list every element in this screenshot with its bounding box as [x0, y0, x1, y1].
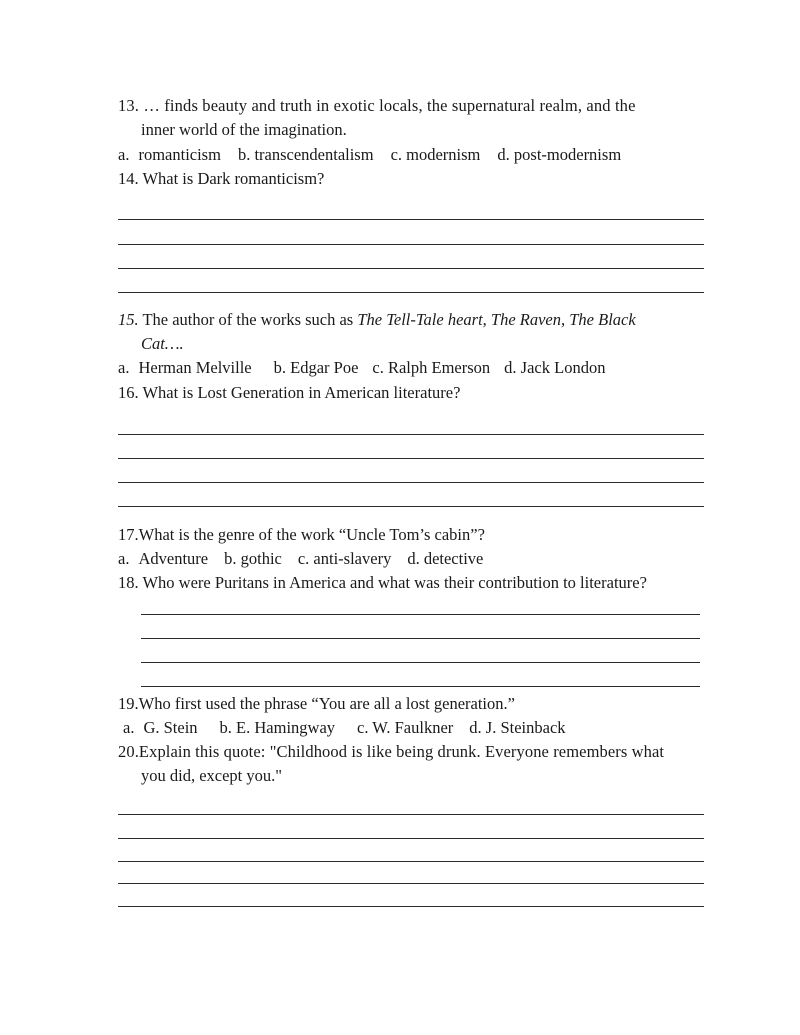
q15-option-b: b. Edgar Poe: [273, 358, 359, 377]
q14-answer-line-4[interactable]: [118, 292, 704, 293]
q19-option-a-letter: a.: [123, 718, 135, 737]
q19-options: [123, 718, 566, 738]
q20-text-line-2: you did, except you.": [141, 766, 282, 785]
q17-option-b: b. gothic: [224, 549, 282, 568]
q17-option-c: c. anti-slavery: [297, 549, 392, 568]
q17-option-a: Adventure: [138, 549, 209, 568]
q18-answer-line-2[interactable]: [141, 638, 700, 639]
q17-option-a-letter: a.: [118, 549, 130, 568]
q17-text: 17.What is the genre of the work “Uncle Tom’s cabin”?: [118, 525, 485, 544]
q18-answer-line-1[interactable]: [141, 614, 700, 615]
q19-option-c: c. W. Faulkner: [357, 718, 454, 737]
q14-text: 14. What is Dark romanticism?: [118, 169, 325, 188]
q15-work-titles: The Tell-Tale heart, The Raven, The Black: [357, 310, 636, 329]
q15-option-c: c. Ralph Emerson: [372, 358, 491, 377]
q20-answer-line-2[interactable]: [118, 838, 704, 839]
q13-option-a: romanticism: [138, 145, 221, 164]
q18-answer-line-4[interactable]: [141, 686, 700, 687]
q20-answer-line-5[interactable]: [118, 906, 704, 907]
q15-text-line-1: [118, 310, 636, 330]
q19-text: 19.Who first used the phrase “You are all a lost generation.”: [118, 694, 515, 713]
q20-answer-line-4[interactable]: [118, 883, 704, 884]
q16-answer-line-4[interactable]: [118, 506, 704, 507]
q15-option-d: d. Jack London: [504, 358, 606, 377]
q14-answer-line-1[interactable]: [118, 219, 704, 220]
q16-text: 16. What is Lost Generation in American literature?: [118, 383, 461, 402]
q15-work-titles-cont: Cat….: [141, 334, 184, 353]
q15-prompt: The author of the works such as: [138, 310, 358, 329]
q13-text-line-2: inner world of the imagination.: [141, 120, 347, 139]
q13-option-b: b. transcendentalism: [237, 145, 374, 164]
q18-text: 18. Who were Puritans in America and what was their contribution to literature?: [118, 573, 647, 592]
q18-answer-line-3[interactable]: [141, 662, 700, 663]
q15-option-a: Herman Melville: [138, 358, 252, 377]
q19-option-a: G. Stein: [143, 718, 198, 737]
q19-option-d: d. J. Steinback: [469, 718, 566, 737]
q14-answer-line-3[interactable]: [118, 268, 704, 269]
q13-options: [118, 145, 621, 165]
q19-option-b: b. E. Hamingway: [219, 718, 336, 737]
q15-options: [118, 358, 605, 378]
q17-options: [118, 549, 483, 569]
q20-answer-line-1[interactable]: [118, 814, 704, 815]
q20-answer-line-3[interactable]: [118, 861, 704, 862]
q16-answer-line-3[interactable]: [118, 482, 704, 483]
q13-option-c: c. modernism: [390, 145, 481, 164]
q14-answer-line-2[interactable]: [118, 244, 704, 245]
q17-option-d: d. detective: [407, 549, 484, 568]
q16-answer-line-1[interactable]: [118, 434, 704, 435]
q16-answer-line-2[interactable]: [118, 458, 704, 459]
q13-text-line-1: 13. … finds beauty and truth in exotic locals, the supernatural realm, and the: [118, 96, 636, 115]
q13-option-a-letter: a.: [118, 145, 130, 164]
q15-number: 15.: [118, 310, 139, 329]
q20-text-line-1: 20.Explain this quote: "Childhood is like being drunk. Everyone remembers what: [118, 742, 665, 761]
q15-text-line-2: [141, 334, 184, 354]
q15-option-a-letter: a.: [118, 358, 130, 377]
q13-option-d: d. post-modernism: [497, 145, 622, 164]
